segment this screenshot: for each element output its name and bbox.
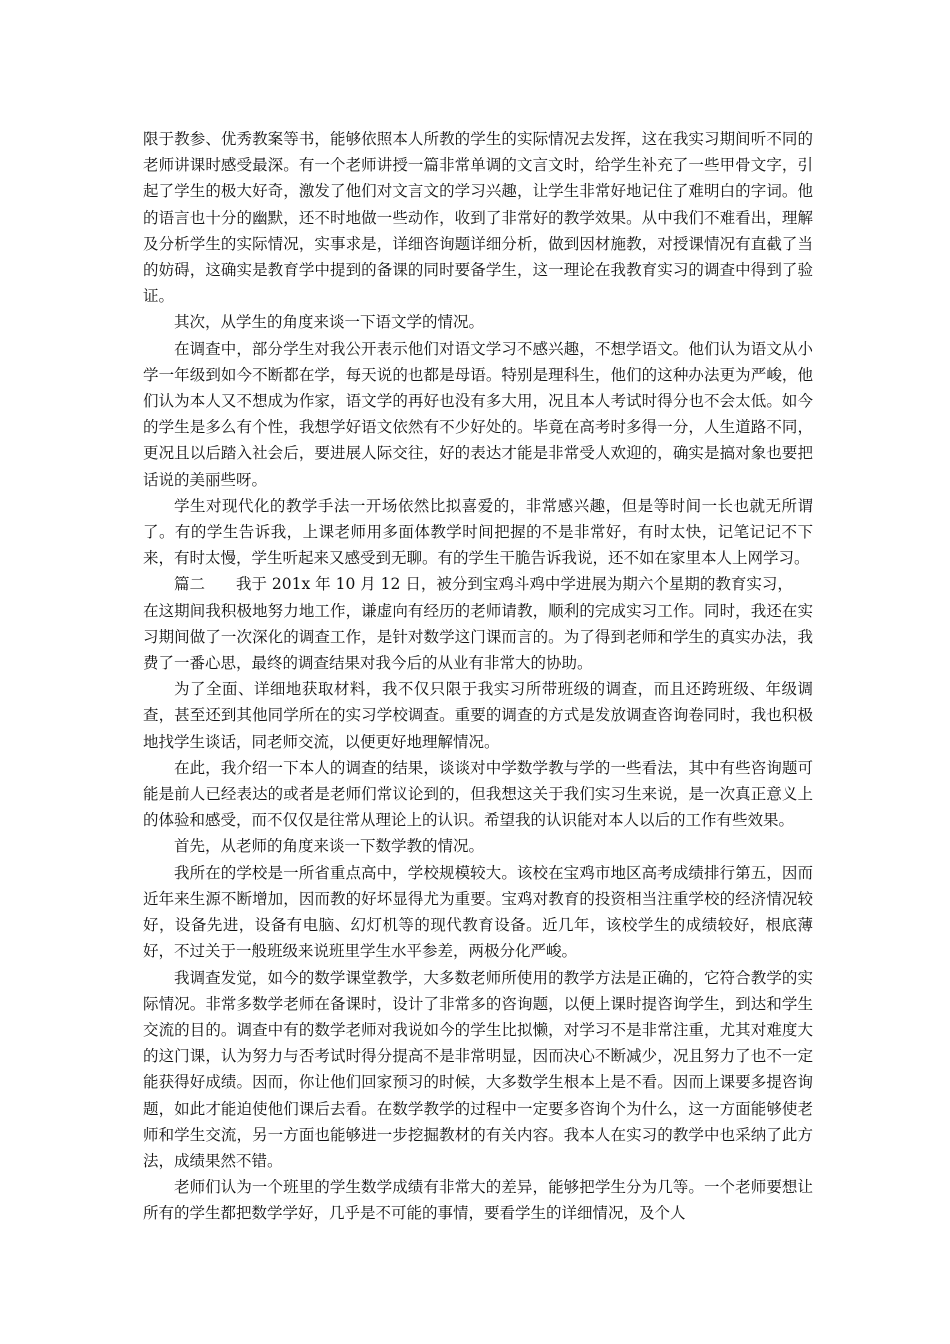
- document-page: [143, 126, 813, 1227]
- paragraph-5: 在这期间我积极地努力地工作，谦虚向有经历的老师请教，顺利的完成实习工作。同时，我还在实习期间做了一次深化的调查工作，是针对数学这门课而言的。为了得到老师和学生的真实办法，我费了一番心思，最终的调查结果对我今后的从业有非常大的协助。: [143, 601, 813, 673]
- paragraph-9: 我所在的学校是一所省重点高中，学校规模较大。该校在宝鸡市地区高考成绩排行第五，因而近年来生源不断增加，因而教的好坏显得尤为重要。宝鸡对教育的投资相当注重学校的经济情况较好，设备先进，设备有电脑、幻灯机等的现代教育设备。近几年，该校学生的成绩较好，根底薄好，不过关于一般班级来说班里学生水平参差，两极分化严峻。: [143, 863, 813, 961]
- paragraph-2: 其次，从学生的角度来谈一下语文学的情况。: [174, 313, 485, 332]
- paragraph-7: 在此，我介绍一下本人的调查的结果，谈谈对中学数学教与学的一些看法，其中有些咨询题可能是前人已经表达的或者是老师们常议论到的，但我想这关于我们实习生来说，是一次真正意义上的体验和感受，而不仅仅是往常从理论上的认识。希望我的认识能对本人以后的工作有些效果。: [143, 758, 813, 830]
- paragraph-1: 限于教参、优秀教案等书，能够依照本人所教的学生的实际情况去发挥，这在我实习期间听不同的老师讲课时感受最深。有一个老师讲授一篇非常单调的文言文时，给学生补充了一些甲骨文字，引起了学生的极大好奇，激发了他们对文言文的学习兴趣，让学生非常好地记住了难明白的字词。他的语言也十分的幽默，还不时地做一些动作，收到了非常好的教学效果。从中我们不难看出，理解及分析学生的实际情况，实事求是，详细咨询题详细分析，做到因材施教，对授课情况有直截了当的妨碍，这确实是教育学中提到的备课的同时要备学生，这一理论在我教育实习的调查中得到了验证。: [143, 130, 813, 306]
- paragraph-11: 老师们认为一个班里的学生数学成绩有非常大的差异，能够把学生分为几等。一个老师要想让所有的学生都把数学学好，几乎是不可能的事情，要看学生的详细情况，及个人: [143, 1178, 813, 1223]
- paragraph-3: 在调查中，部分学生对我公开表示他们对语文学习不感兴趣，不想学语文。他们认为语文从小学一年级到如今不断都在学，每天说的也都是母语。特别是理科生，他们的这种办法更为严峻，他们认为本人又不想成为作家，语文学的再好也没有多大用，况且本人考试时得分也不会太低。如今的学生是多么有个性，我想学好语文依然有不少好处的。毕竟在高考时多得一分，人生道路不同，更况且以后踏入社会后，要进展人际交往，好的表达才能是非常受人欢迎的，确实是搞对象也要把话说的美丽些呀。: [143, 339, 813, 489]
- paragraph-8: 首先，从老师的角度来谈一下数学教的情况。: [174, 837, 485, 856]
- paragraph-6: 为了全面、详细地获取材料，我不仅只限于我实习所带班级的调查，而且还跨班级、年级调查，甚至还到其他同学所在的实习学校调查。重要的调查的方式是发放调查咨询卷同时，我也积极地找学生谈话，同老师交流，以便更好地理解情况。: [143, 680, 813, 751]
- paragraph-4: 学生对现代化的教学手法一开场依然比拟喜爱的，非常感兴趣，但是等时间一长也就无所谓了。有的学生告诉我，上课老师用多面体教学时间把握的不是非常好，有时太快，记笔记记不下来，有时太慢，学生听起来又感受到无聊。有的学生干脆告诉我说，还不如在家里本人上网学习。: [143, 496, 813, 568]
- section-first-line: 我于 201x 年 10 月 12 日，被分到宝鸡斗鸡中学进展为期六个星期的教育实习，: [236, 575, 793, 594]
- section-label: 篇二: [174, 575, 206, 594]
- section-heading-line: [174, 571, 813, 597]
- paragraph-10: 我调查发觉，如今的数学课堂教学，大多数老师所使用的教学方法是正确的，它符合教学的实际情况。非常多数学老师在备课时，设计了非常多的咨询题，以便上课时提咨询学生，到达和学生交流的目的。调查中有的数学老师对我说如今的学生比拟懒，对学习不是非常注重，尤其对难度大的这门课，认为努力与否考试时得分提高不是非常明显，因而决心不断减少，况且努力了也不一定能获得好成绩。因而，你让他们回家预习的时候，大多数学生根本上是不看。因而上课要多提咨询题，如此才能迫使他们课后去看。在数学教学的过程中一定要多咨询个为什么，这一方面能够使老师和学生交流，另一方面也能够进一步挖掘教材的有关内容。我本人在实习的教学中也采纳了此方法，成绩果然不错。: [143, 968, 813, 1170]
